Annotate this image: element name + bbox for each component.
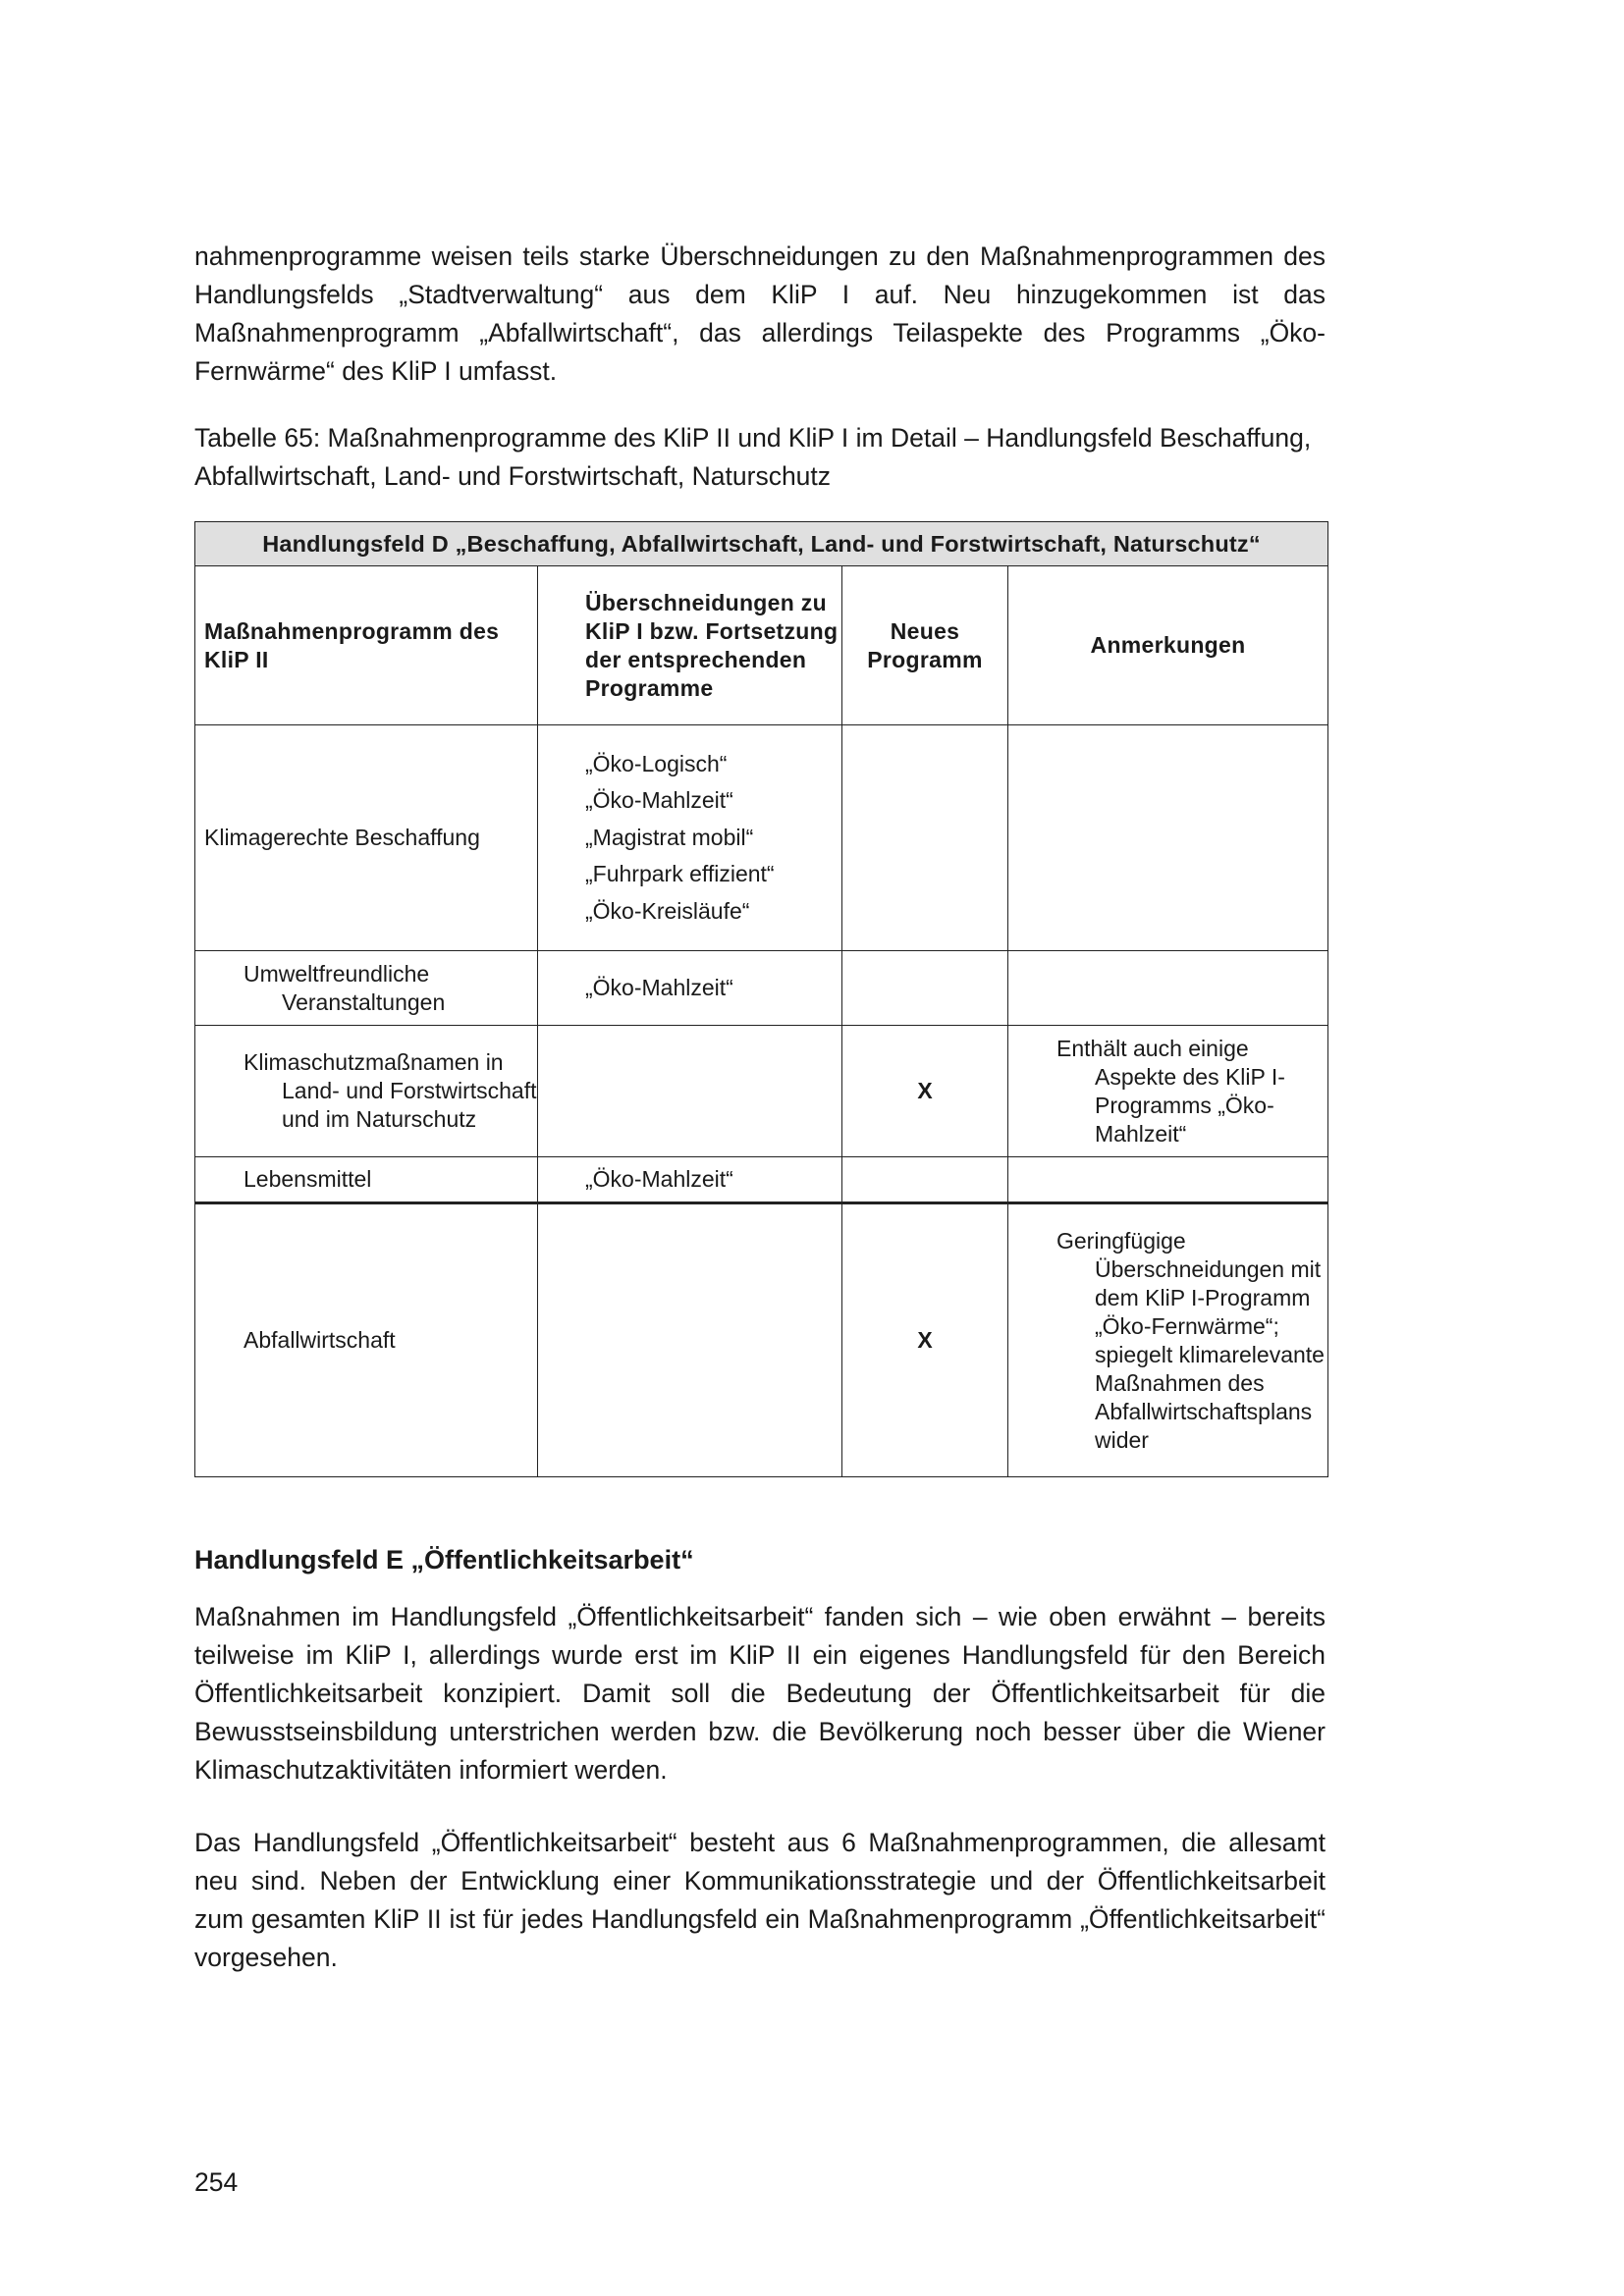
program-cell: Lebensmittel bbox=[195, 1157, 538, 1203]
notes-cell bbox=[1008, 1157, 1328, 1203]
new-cell: X bbox=[842, 1026, 1008, 1157]
header-overlaps bbox=[538, 566, 842, 725]
program-text: Umweltfreundliche Veranstaltungen bbox=[244, 960, 446, 1015]
overlap-item: „Fuhrpark effizient“ bbox=[585, 861, 775, 887]
notes-cell bbox=[1008, 725, 1328, 951]
overlaps-cell bbox=[538, 725, 842, 951]
program-cell: Klimagerechte Beschaffung bbox=[195, 725, 538, 951]
notes-cell bbox=[1008, 1026, 1328, 1157]
table-row bbox=[195, 1026, 1328, 1157]
notes-text: Geringfügige Überschneidungen mit dem KliP I-Programm „Öko-Fernwärme“; spiegelt klimarelevante Maßnahmen des Abfallwirtschaftsplans wider bbox=[1056, 1227, 1325, 1453]
table-row bbox=[195, 725, 1328, 951]
program-cell: Abfallwirtschaft bbox=[195, 1203, 538, 1477]
header-notes: Anmerkungen bbox=[1008, 566, 1328, 725]
new-cell bbox=[842, 1157, 1008, 1203]
header-overlaps-text: Überschneidungen zu KliP I bzw. Fortsetzung der entsprechenden Programme bbox=[585, 589, 839, 701]
notes-cell bbox=[1008, 1203, 1328, 1477]
overlaps-cell bbox=[538, 1026, 842, 1157]
program-cell bbox=[195, 951, 538, 1026]
new-cell: X bbox=[842, 1203, 1008, 1477]
header-new: Neues Programm bbox=[842, 566, 1008, 725]
overlaps-cell bbox=[538, 1157, 842, 1203]
table-caption: Tabelle 65: Maßnahmenprogramme des KliP II und KliP I im Detail – Handlungsfeld Beschaffung, Abfallwirtschaft, Land- und Forstwirtschaft, Naturschutz bbox=[194, 423, 1312, 491]
table-row bbox=[195, 951, 1328, 1026]
programs-table bbox=[194, 521, 1328, 1477]
program-text: Klimaschutzmaßnamen in Land- und Forstwirtschaft und im Naturschutz bbox=[244, 1049, 537, 1132]
notes-cell bbox=[1008, 951, 1328, 1026]
header-program: Maßnahmenprogramm des KliP II bbox=[195, 566, 538, 725]
notes-text: Enthält auch einige Aspekte des KliP I-Programms „Öko-Mahlzeit“ bbox=[1056, 1035, 1285, 1147]
table-row bbox=[195, 1203, 1328, 1477]
table-row bbox=[195, 1157, 1328, 1203]
page-number: 254 bbox=[194, 2167, 239, 2197]
new-cell bbox=[842, 725, 1008, 951]
overlaps-cell bbox=[538, 951, 842, 1026]
overlap-item: „Öko-Mahlzeit“ bbox=[585, 1165, 733, 1192]
overlap-item: „Öko-Mahlzeit“ bbox=[585, 787, 733, 814]
overlaps-cell bbox=[538, 1203, 842, 1477]
new-cell bbox=[842, 951, 1008, 1026]
overlap-item: „Öko-Kreisläufe“ bbox=[585, 897, 750, 924]
overlap-item: „Öko-Mahlzeit“ bbox=[585, 974, 733, 1000]
intro-paragraph: nahmenprogramme weisen teils starke Überschneidungen zu den Maßnahmenprogrammen des Handlungsfelds „Stadtverwaltung“ aus dem KliP I auf. Neu hinzugekommen ist das Maßnahmenprogramm „Abfallwirtschaft“, das allerdings Teilaspekte des Programms „Öko-Fernwärme“ des KliP I umfasst. bbox=[194, 241, 1326, 386]
overlap-item: „Magistrat mobil“ bbox=[585, 824, 754, 850]
section-heading: Handlungsfeld E „Öffentlichkeitsarbeit“ bbox=[194, 1545, 694, 1575]
overlap-item: „Öko-Logisch“ bbox=[585, 750, 728, 776]
table-title: Handlungsfeld D „Beschaffung, Abfallwirtschaft, Land- und Forstwirtschaft, Naturschutz“ bbox=[195, 522, 1328, 566]
section-paragraph: Das Handlungsfeld „Öffentlichkeitsarbeit“ besteht aus 6 Maßnahmenprogrammen, die allesamt neu sind. Neben der Entwicklung einer Kommunikationsstrategie und der Öffentlichkeitsarbeit zum gesamten KliP II ist für jedes Handlungsfeld ein Maßnahmenprogramm „Öffentlichkeitsarbeit“ vorgesehen. bbox=[194, 1828, 1326, 1972]
program-cell bbox=[195, 1026, 538, 1157]
section-paragraph: Maßnahmen im Handlungsfeld „Öffentlichkeitsarbeit“ fanden sich – wie oben erwähnt – bereits teilweise im KliP I, allerdings wurde erst im KliP II ein eigenes Handlungsfeld für den Bereich Öffentlichkeitsarbeit konzipiert. Damit soll die Bedeutung der Öffentlichkeitsarbeit für die Bewusstseinsbildung unterstrichen werden bzw. die Bevölkerung noch besser über die Wiener Klimaschutzaktivitäten informiert werden. bbox=[194, 1602, 1326, 1785]
